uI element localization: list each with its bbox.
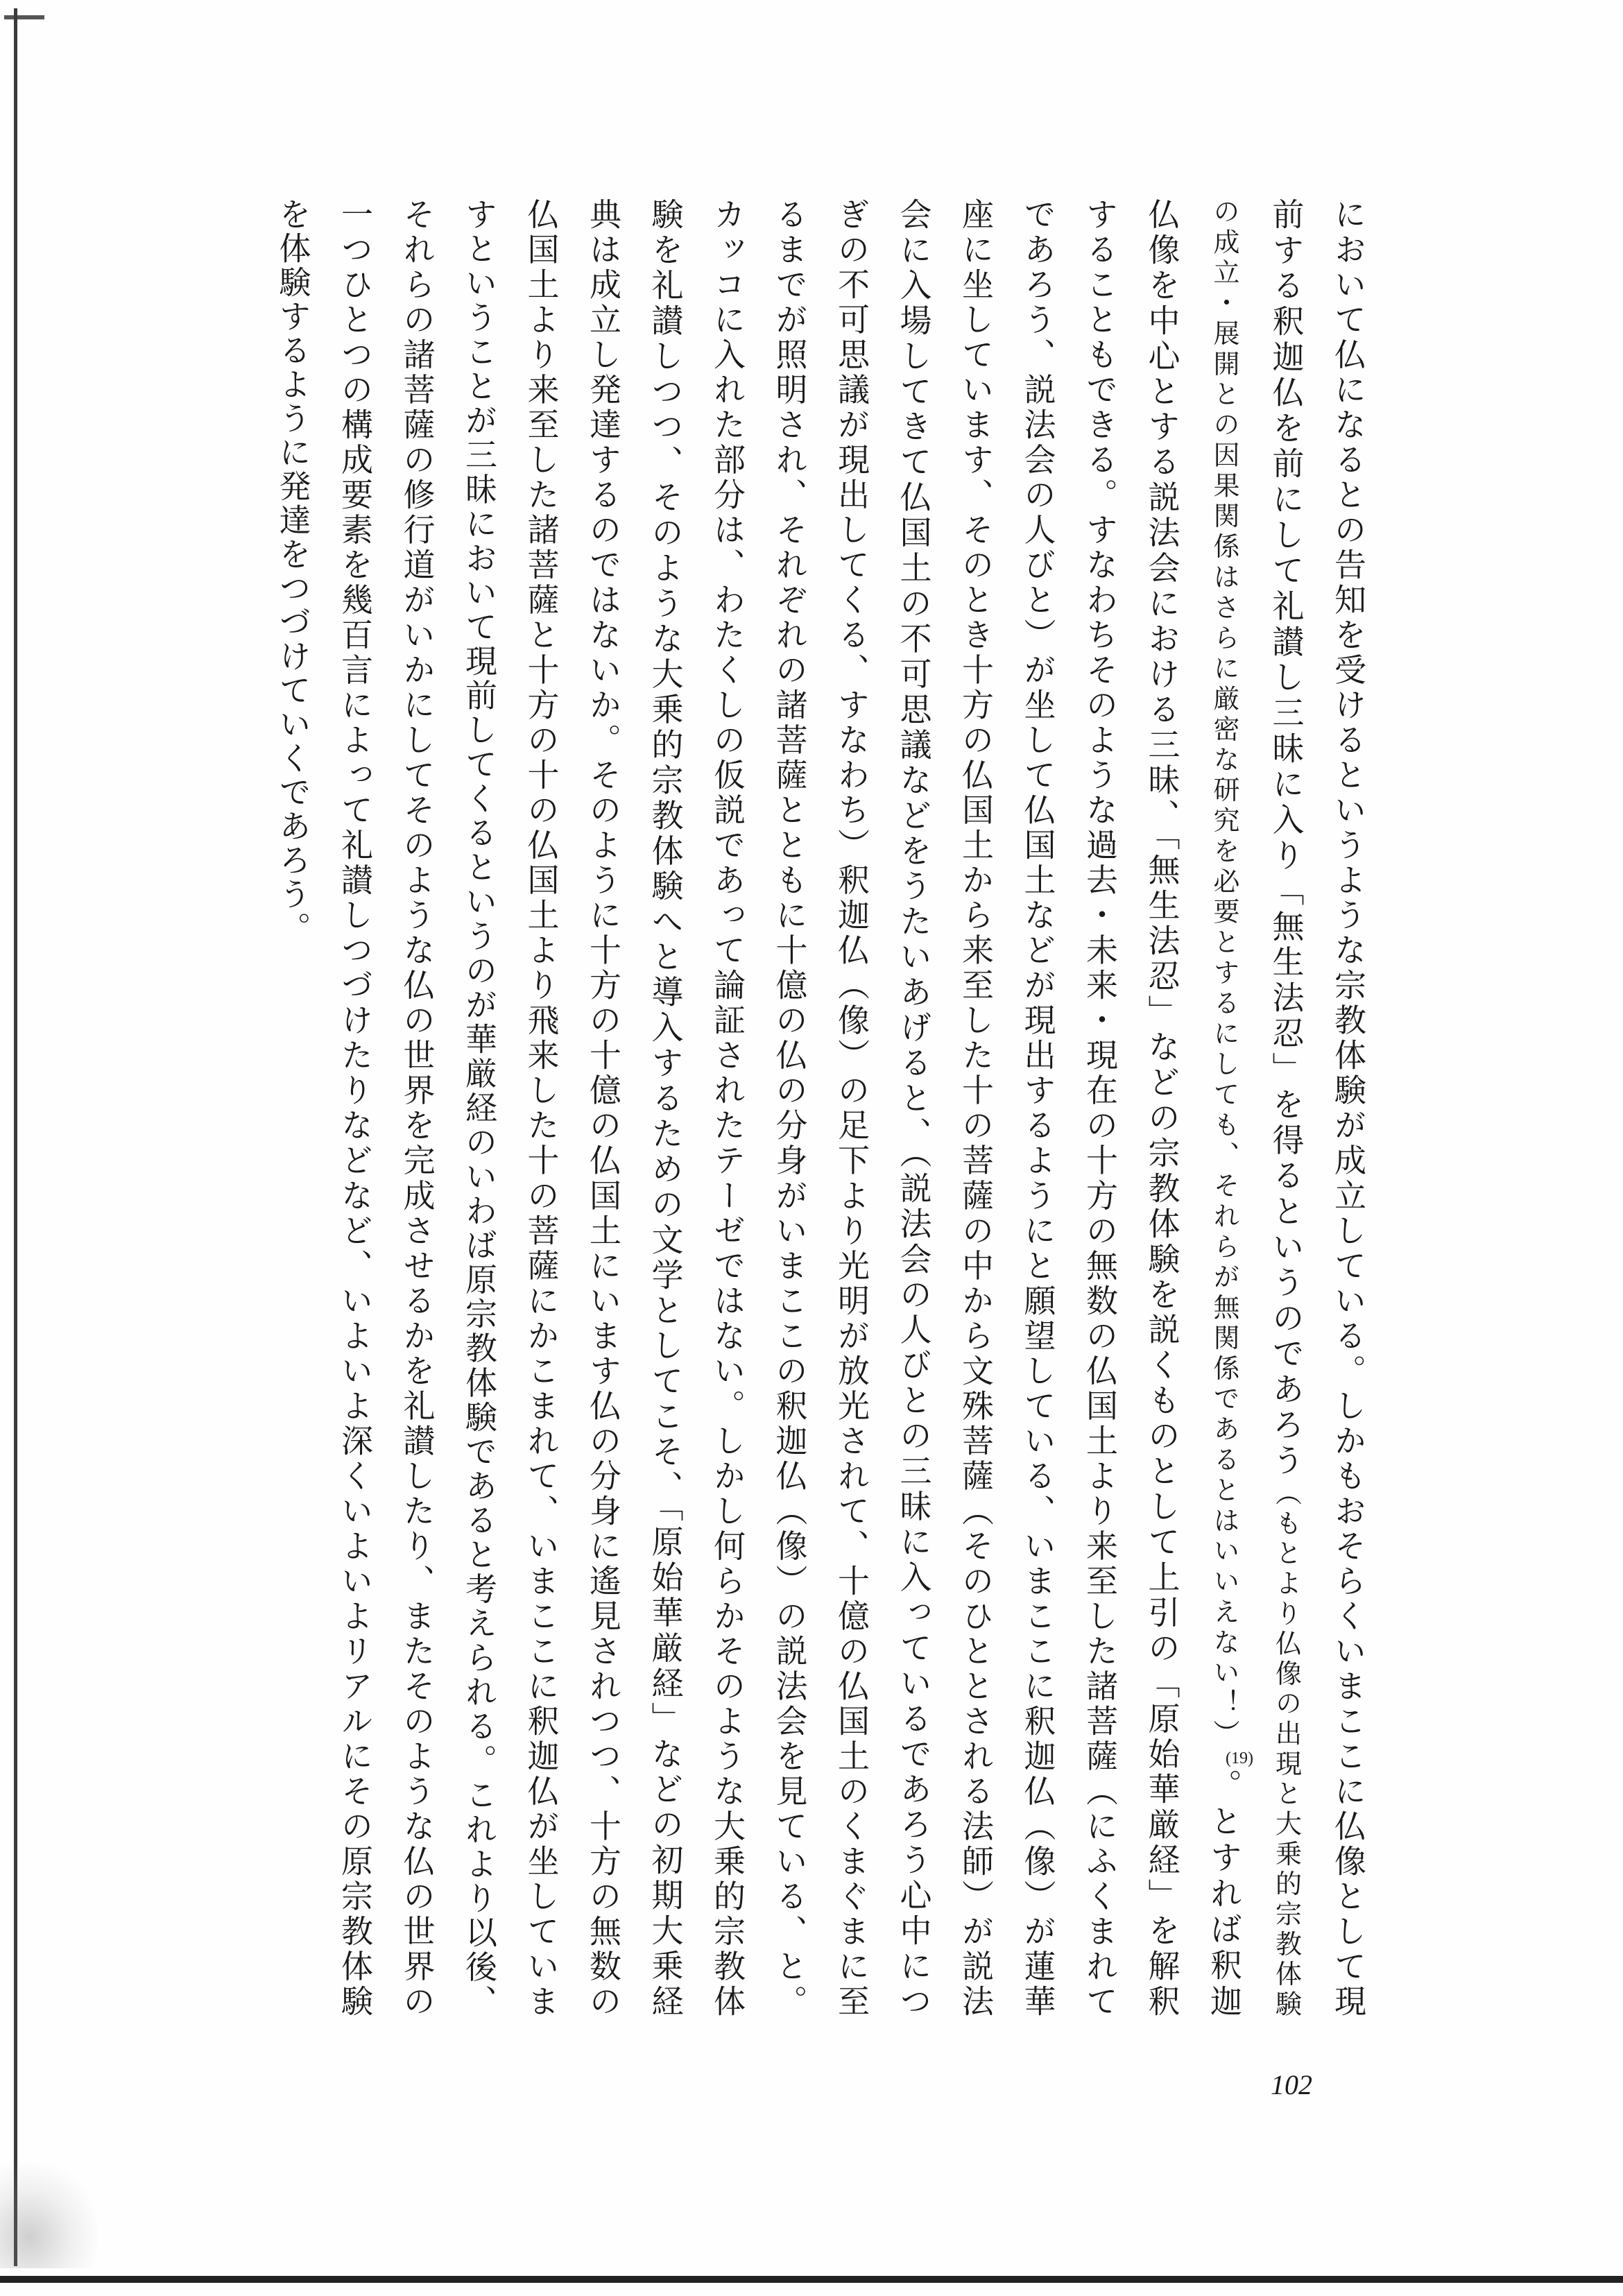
text-line [1317, 198, 1380, 2019]
text-segment: ぎの不可思議が現出してくる、すなわち）釈迦仏（像）の足下より光明が放光されて、十億の仏国土のくまぐまに至 [833, 198, 870, 2019]
text-line [448, 198, 510, 2019]
scan-smudge [0, 2164, 97, 2268]
text-segment: それらの諸菩薩の修行道がいかにしてそのような仏の世界を完成させるかを礼讃したり、またそのような仏の世界の [398, 198, 436, 2019]
text-line [510, 198, 572, 2019]
text-segment: 仏国土より来至した諸菩薩と十方の十の仏国土より飛来した十の菩薩にかこまれて、いまここに釈迦仏が坐していま [522, 198, 560, 2019]
text-line [945, 198, 1007, 2019]
text-line [324, 198, 386, 2019]
text-segment: 。とすれば釈迦 [1205, 1766, 1243, 2019]
text-segment: るまでが照明され、それぞれの諸菩薩とともに十億の仏の分身がいまここの釈迦仏（像）の説法会を見ている、と。 [771, 198, 809, 2019]
scan-artifact-mark [4, 15, 44, 19]
footnote-reference: (19) [1226, 1749, 1253, 1767]
text-line [634, 198, 696, 2019]
text-segment: することもできる。すなわちそのような過去・未来・現在の十方の無数の仏国土より来至した諸菩薩（にふくまれて [1081, 198, 1119, 2019]
body-text [261, 198, 1379, 2019]
text-line [1131, 198, 1193, 2019]
text-line [1193, 198, 1255, 2019]
text-line [882, 198, 945, 2019]
text-segment: 座に坐しています、そのとき十方の仏国土から来至した十の菩薩の中から文殊菩薩（そのひととされる法師）が説法 [957, 198, 995, 2019]
text-line [758, 198, 821, 2019]
text-segment: 前する釈迦仏を前にして礼讃し三昧に入り「無生法忍」を得るというのであろう [1267, 198, 1305, 1480]
text-line-final [261, 198, 324, 2019]
text-line [1006, 198, 1069, 2019]
parenthetical-note: の成立・展開との因果関係はさらに厳密な研究を必要とするにしても、それらが無関係であるとはいいえない！） [1209, 198, 1239, 1750]
text-segment: 験を礼讃しつつ、そのような大乗的宗教体験へと導入するための文学としてこそ、「原始華厳経」などの初期大乗経 [646, 198, 685, 2019]
text-line [1255, 198, 1317, 2019]
text-segment: を体験するように発達をつづけていくであろう。 [274, 198, 312, 945]
text-segment: において仏になるとの告知を受けるというような宗教体験が成立している。しかもおそらくいまここに仏像として現 [1330, 198, 1367, 2019]
text-segment: 一つひとつの構成要素を幾百言によって礼讃しつづけたりなどなど、いよいよ深くいよいよリアルにその原宗教体験 [336, 198, 374, 2019]
scan-edge-line-bottom [0, 2276, 1623, 2283]
text-line [572, 198, 635, 2019]
text-segment: 典は成立し発達するのではないか。そのように十方の十億の仏国土にいます仏の分身に遙見されつつ、十方の無数の [585, 198, 622, 2019]
text-segment: であろう、説法会の人びと）が坐して仏国土などが現出するようにと願望している、いまここに釈迦仏（像）が蓮華 [1019, 198, 1057, 2019]
scan-edge-line-left [14, 8, 17, 2266]
text-line [1069, 198, 1131, 2019]
page-number: 102 [1271, 2069, 1312, 2100]
text-line [821, 198, 883, 2019]
text-segment: カッコに入れた部分は、わたくしの仮説であって論証されたテーゼではない。しかし何らかそのような大乗的宗教体 [709, 198, 746, 2019]
text-line [386, 198, 448, 2019]
text-line [696, 198, 759, 2019]
text-segment: すということが三昧において現前してくるというのが華厳経のいわば原宗教体験であると考えられる。これより以後、 [461, 198, 498, 2019]
text-segment: 会に入場してきて仏国土の不可思議などをうたいあげると、（説法会の人びとの三昧に入っているであろう心中につ [895, 198, 933, 2019]
text-segment: 仏像を中心とする説法会における三昧、「無生法忍」などの宗教体験を説くものとして上引の「原始華厳経」を解釈 [1143, 198, 1181, 2019]
parenthetical-note: （もとより仏像の出現と大乗的宗教体験 [1271, 1479, 1302, 2019]
